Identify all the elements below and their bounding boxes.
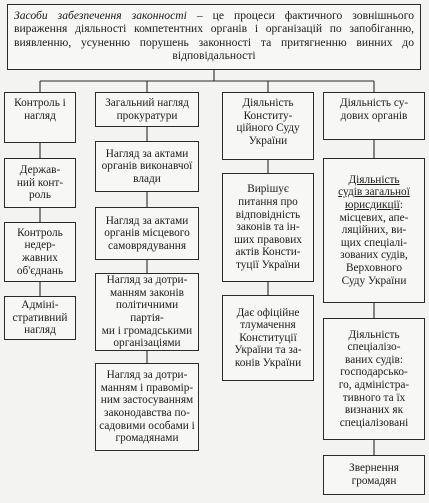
definition-text: – це процеси фактичного зовнішнього вираження діяльності компетентних органів і організацій по запобіганню, виявленню, усуненню порушень законності та притягненню винних до відповідальності — [14, 9, 414, 63]
item-officials-citizens: Нагляд за дотри- манням і правомір- ним застосуванням законодавства по- садовими особами і громадянами — [95, 363, 199, 451]
item-parties-organizations: Нагляд за дотри- манням законів політичними партія- ми і громадськими організаціями — [95, 273, 199, 351]
item-administrative-supervision: Адміні- стративний нагляд — [4, 296, 76, 340]
item-official-interpretation: Дає офіційне тлумачення Конституції України та за- конів України — [222, 295, 314, 381]
general-jurisdiction-title: Діяльність судів загальної юрисдикції — [338, 173, 410, 212]
item-citizen-appeals: Звернення громадян — [323, 455, 425, 495]
item-specialized-courts: Діяльність спеціалізо- ваних судів: господарсько- го, адміністра- тивного та їх визнаних як спеціалізовані — [323, 318, 425, 440]
item-executive-acts: Нагляд за актами органів виконавчої влади — [95, 141, 199, 192]
item-state-control: Держав- ний конт- роль — [4, 158, 76, 208]
definition-box — [7, 4, 421, 70]
header-control-and-supervision: Контроль і нагляд — [4, 92, 76, 143]
header-prosecutor-supervision: Загальний нагляд прокуратури — [95, 92, 199, 127]
item-nongovernmental-control: Контроль недер- жавних об'єднань — [4, 222, 76, 282]
header-judicial-bodies: Діяльність су- дових органів — [323, 92, 425, 140]
item-general-jurisdiction-courts — [323, 158, 425, 303]
definition-term: Засоби забезпечення законності — [14, 9, 187, 22]
item-constitutionality-review: Вирішує питання про відповідність законів та ін- ших правових актів Консти- туції України — [222, 173, 314, 282]
header-constitutional-court: Діяльність Конститу- ційного Суду України — [222, 92, 314, 160]
general-jurisdiction-list: : місцевих, апе- ляційних, ви- щих спеціалі- зованих судів, Верховного Суду України — [339, 199, 409, 287]
item-local-government-acts: Нагляд за актами органів місцевого самоврядування — [95, 207, 199, 260]
